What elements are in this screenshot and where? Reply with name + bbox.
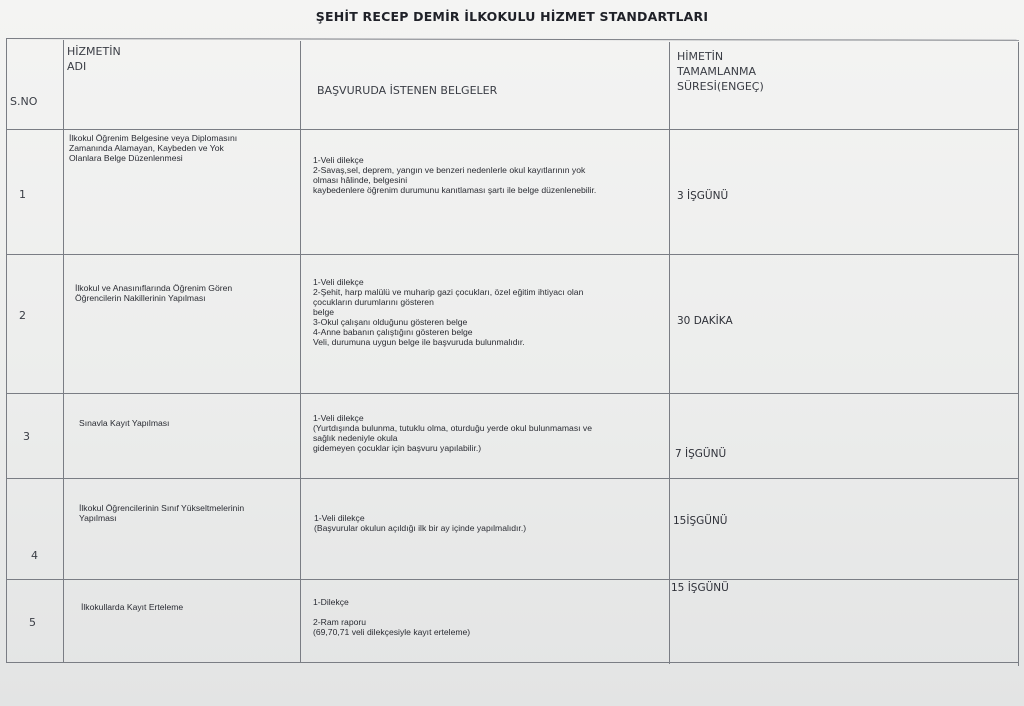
row-5-duration: 15 İŞGÜNÜ (671, 582, 729, 594)
row-1-documents: 1-Veli dilekçe 2-Savaş,sel, deprem, yangın ve benzeri nedenlerle okul kayıtlarının yok olması hâlinde, belgesini kaybedenlere öğrenim durumunu kanıtlaması şartı ile belge düzenlenebilir. (313, 155, 597, 195)
row-4-duration: 15İŞGÜNÜ (673, 515, 728, 527)
row-2-number: 2 (19, 309, 26, 322)
row-3-duration: 7 İŞGÜNÜ (675, 448, 727, 460)
row-1-number: 1 (19, 188, 26, 201)
row-5-service: İlkokullarda Kayıt Erteleme (81, 602, 184, 612)
row-4-service: İlkokul Öğrencilerinin Sınıf Yükseltmelerinin Yapılması (79, 503, 245, 523)
row-1-service: İlkokul Öğrenim Belgesine veya Diplomasını Zamanında Alamayan, Kaybeden ve Yok Olanlara Belge Düzenlenmesi (69, 133, 238, 163)
row-4-number: 4 (31, 549, 38, 562)
header-service-name: HİZMETİN ADI (67, 45, 121, 73)
header-sno: S.NO (10, 95, 38, 108)
row-5-documents: 1-Dilekçe 2-Ram raporu (69,70,71 veli dilekçesiyle kayıt erteleme) (313, 597, 471, 637)
header-documents: BAŞVURUDA İSTENEN BELGELER (317, 84, 498, 97)
row-4-documents: 1-Veli dilekçe (Başvurular okulun açıldığı ilk bir ay içinde yapılmalıdır.) (314, 513, 527, 533)
row-3-service: Sınavla Kayıt Yapılması (79, 418, 170, 428)
row-2-duration: 30 DAKİKA (677, 315, 733, 327)
page-title: ŞEHİT RECEP DEMİR İLKOKULU HİZMET STANDARTLARI (315, 9, 709, 24)
row-1-duration: 3 İŞGÜNÜ (677, 190, 729, 202)
row-3-documents: 1-Veli dilekçe (Yurtdışında bulunma, tutuklu olma, oturduğu yerde okul bulunmaması ve sağlık nedeniyle okula gidemeyen çocuklar için başvuru yapılabilir.) (313, 413, 592, 453)
row-2-service: İlkokul ve Anasınıflarında Öğrenim Gören Öğrencilerin Nakillerinin Yapılması (75, 283, 233, 303)
row-3-number: 3 (23, 430, 30, 443)
row-2-documents: 1-Veli dilekçe 2-Şehit, harp malülü ve muharip gazi çocukları, özel eğitim ihtiyacı olan çocukların durumlarını gösteren belge 3-Okul çalışanı olduğunu gösteren belge 4-Anne babanın çalıştığını gösteren belge Veli, durumuna uygun belge ile başvuruda bulunmalıdır. (313, 277, 584, 347)
row-5-number: 5 (29, 616, 36, 629)
header-duration: HİMETİN TAMAMLANMA SÜRESİ(ENGEÇ) (677, 50, 764, 93)
